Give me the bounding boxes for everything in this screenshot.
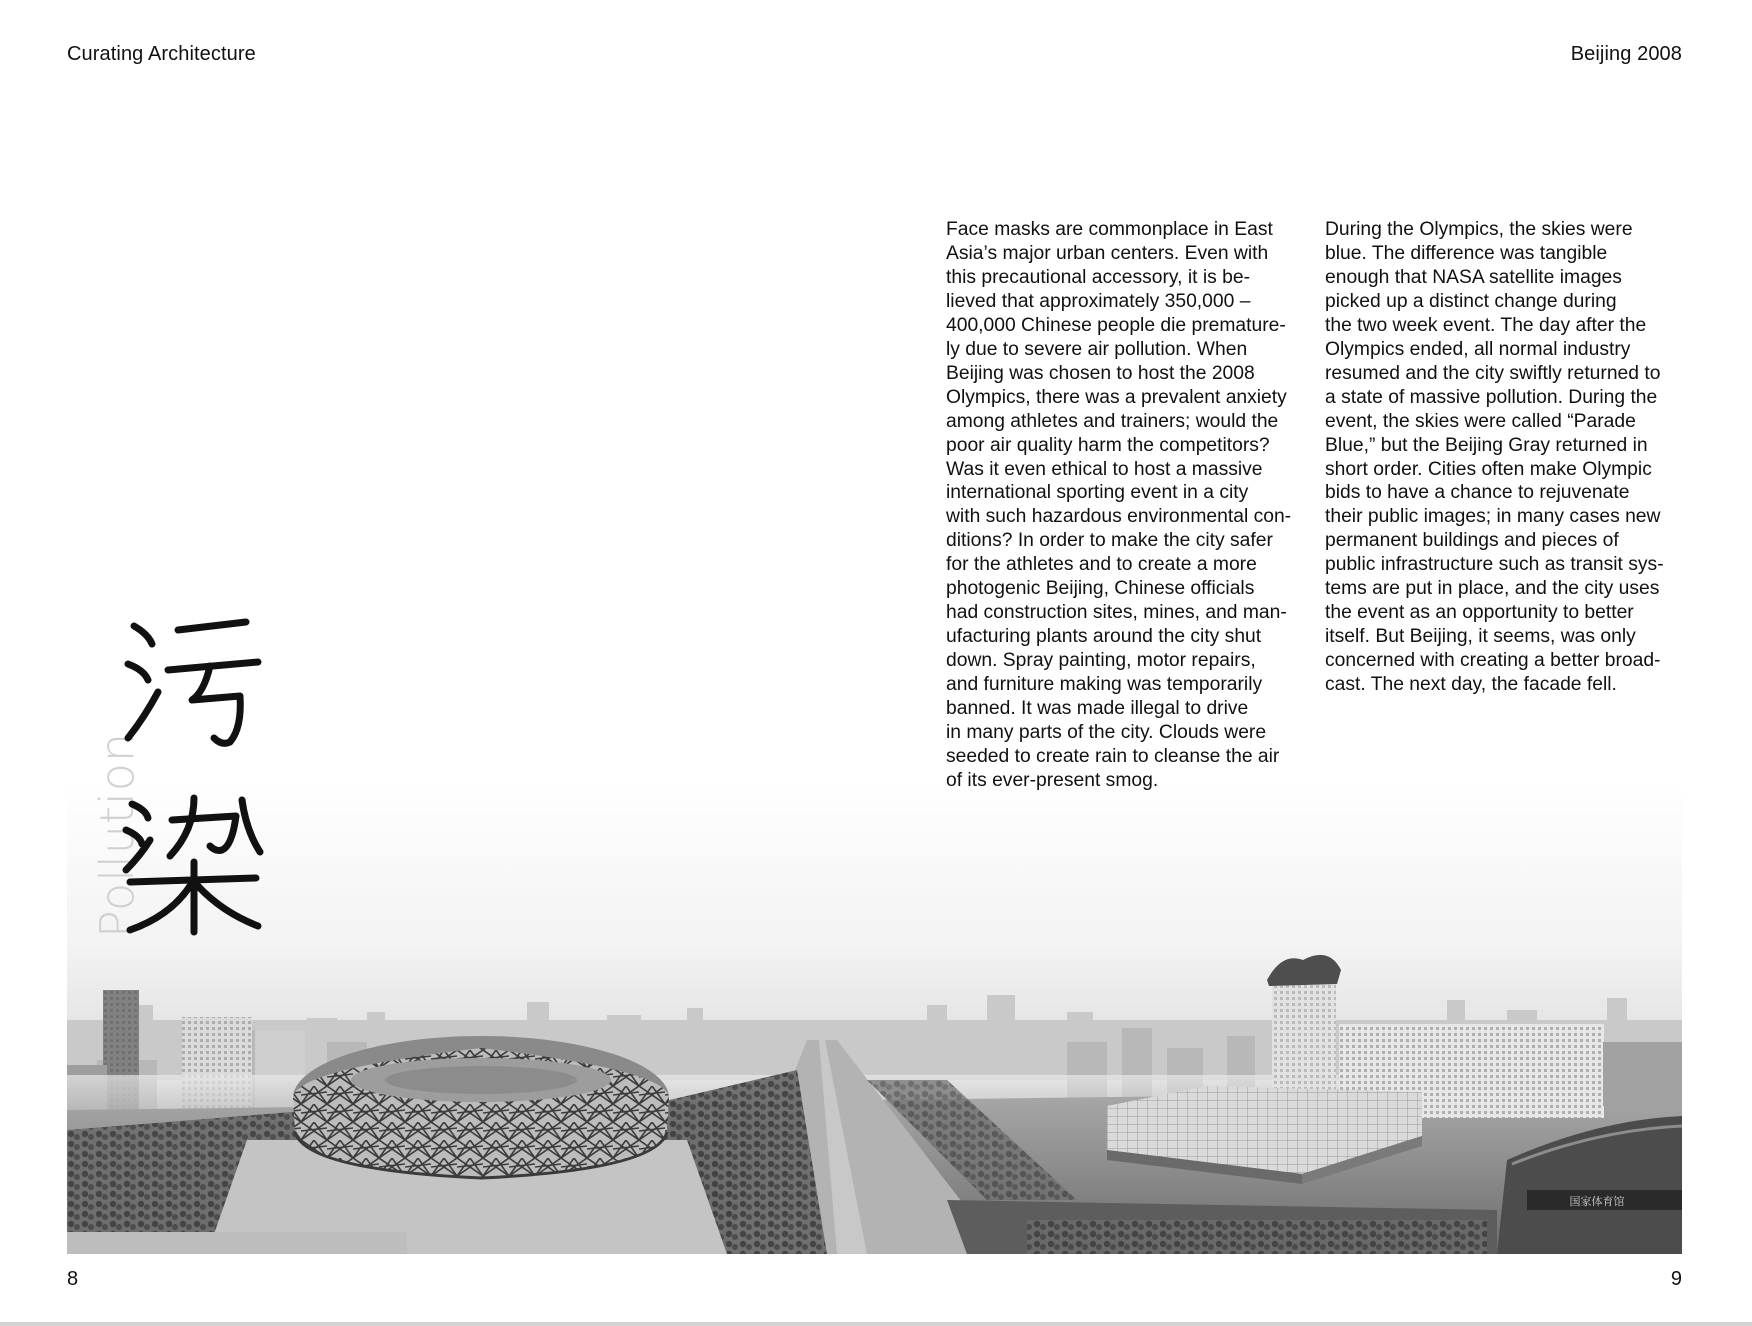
body-line: with such hazardous environmental con-: [946, 506, 1292, 528]
body-line: Face masks are commonplace in East: [946, 219, 1273, 240]
body-line: picked up a distinct change during: [1325, 290, 1617, 312]
body-line: permanent buildings and pieces of: [1325, 530, 1619, 552]
body-line: During the Olympics, the skies were: [1325, 219, 1633, 240]
body-line: the event as an opportunity to better: [1325, 602, 1634, 624]
body-line: blue. The difference was tangible: [1325, 242, 1608, 264]
body-line: and furniture making was temporarily: [946, 674, 1263, 696]
body-line: Olympics ended, all normal industry: [1325, 338, 1631, 360]
body-line: 400,000 Chinese people die premature-: [946, 314, 1286, 336]
body-line: tems are put in place, and the city uses: [1325, 578, 1660, 600]
running-head-left: Curating Architecture: [67, 43, 256, 65]
body-line: Olympics, there was a prevalent anxiety: [946, 386, 1287, 408]
body-line: enough that NASA satellite images: [1325, 266, 1622, 288]
body-line: cast. The next day, the facade fell.: [1325, 674, 1617, 696]
body-line: lieved that approximately 350,000 –: [946, 290, 1251, 312]
body-line: poor air quality harm the competitors?: [946, 434, 1270, 456]
body-line: the two week event. The day after the: [1325, 314, 1647, 336]
body-line: had construction sites, mines, and man-: [946, 602, 1287, 624]
body-line: down. Spray painting, motor repairs,: [946, 650, 1256, 672]
body-line: photogenic Beijing, Chinese officials: [946, 578, 1255, 600]
body-line: of its ever-present smog.: [946, 769, 1159, 791]
hanzi-wu-glyph: [118, 608, 268, 758]
body-column-right: [1325, 218, 1664, 697]
body-line: Beijing was chosen to host the 2008: [946, 362, 1255, 384]
body-line: Was it even ethical to host a massive: [946, 458, 1263, 480]
beijing-olympic-panorama-photo: [67, 780, 1682, 1254]
body-line: Blue,” but the Beijing Gray returned in: [1325, 434, 1648, 456]
body-line: international sporting event in a city: [946, 482, 1249, 504]
body-line: banned. It was made illegal to drive: [946, 698, 1249, 720]
body-line: short order. Cities often make Olympic: [1325, 458, 1652, 480]
body-line: resumed and the city swiftly returned to: [1325, 362, 1661, 384]
body-line: concerned with creating a better broad-: [1325, 650, 1661, 672]
section-title-english-text: Pollution: [90, 731, 144, 939]
running-head-right: Beijing 2008: [1570, 43, 1682, 65]
body-line: in many parts of the city. Clouds were: [946, 722, 1267, 744]
body-line: this precautional accessory, it is be-: [946, 266, 1250, 288]
body-line: event, the skies were called “Parade: [1325, 410, 1636, 432]
body-line: bids to have a chance to rejuvenate: [1325, 482, 1630, 504]
page-number-right: 9: [1670, 1268, 1682, 1290]
gymnasium-sign-text: 国家体育馆: [1569, 1195, 1625, 1208]
body-line: for the athletes and to create a more: [946, 554, 1257, 576]
page-number-left: 8: [67, 1268, 79, 1290]
body-line: Asia’s major urban centers. Even with: [946, 242, 1269, 264]
body-line: a state of massive pollution. During the: [1325, 386, 1658, 408]
body-line: among athletes and trainers; would the: [946, 410, 1279, 432]
body-line: ditions? In order to make the city safer: [946, 530, 1273, 552]
body-line: itself. But Beijing, it seems, was only: [1325, 626, 1636, 648]
hanzi-ran-glyph: [118, 790, 268, 940]
body-line: ly due to severe air pollution. When: [946, 338, 1248, 360]
body-line: public infrastructure such as transit sys-: [1325, 554, 1664, 576]
body-column-left: [946, 218, 1291, 793]
body-line: their public images; in many cases new: [1325, 506, 1661, 528]
body-line: seeded to create rain to cleanse the air: [946, 745, 1280, 767]
body-line: ufacturing plants around the city shut: [946, 626, 1262, 648]
bottom-divider: [0, 1322, 1752, 1326]
